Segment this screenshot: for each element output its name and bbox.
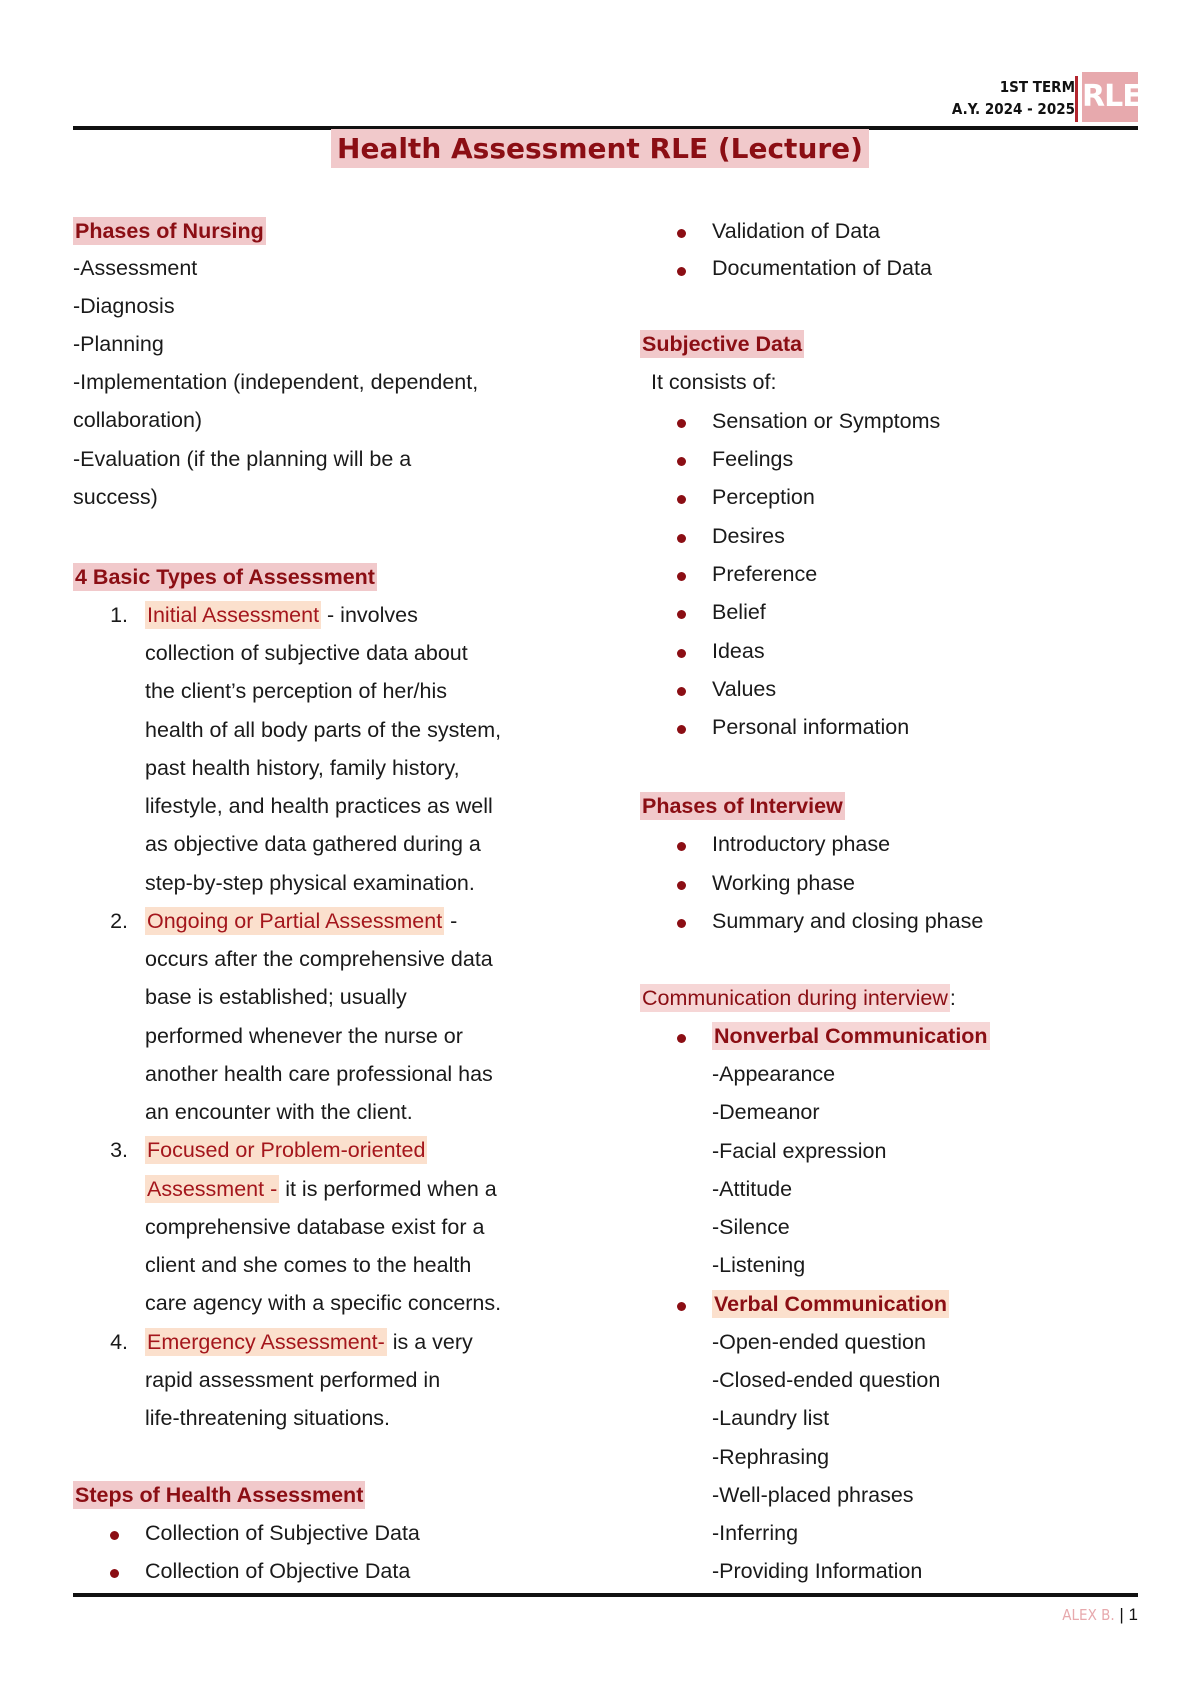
focused-assessment-term-cont: Assessment - <box>147 1177 278 1201</box>
page-title <box>0 132 1200 165</box>
ongoing-assessment-term: Ongoing or Partial Assessment <box>147 909 443 933</box>
verbal-item: -Open-ended question <box>712 1330 926 1354</box>
bullet-icon <box>677 1302 686 1311</box>
nonverbal-item: -Appearance <box>712 1062 836 1086</box>
verbal-item: -Providing Information <box>712 1559 923 1583</box>
bullet-icon <box>677 495 686 504</box>
bullet-icon <box>677 1034 686 1043</box>
subjective-item: Ideas <box>712 639 765 663</box>
page-title-text: Health Assessment RLE (Lecture) <box>331 129 869 168</box>
step-item: Validation of Data <box>712 219 881 243</box>
subjective-item: Belief <box>712 600 766 624</box>
initial-assessment-term: Initial Assessment <box>147 603 320 627</box>
list-item-text: step-by-step physical examination. <box>145 871 475 895</box>
bullet-icon <box>110 1569 119 1578</box>
bullet-icon <box>677 419 686 428</box>
bottom-rule <box>73 1593 1138 1597</box>
bullet-icon <box>677 919 686 928</box>
subjective-data-heading: Subjective Data <box>642 332 803 356</box>
list-item: Ongoing or Partial Assessment - <box>147 909 458 933</box>
subjective-item: Feelings <box>712 447 794 471</box>
list-item-text: care agency with a specific concerns. <box>145 1291 502 1315</box>
list-item: Initial Assessment - involves <box>147 603 418 627</box>
interview-item: Summary and closing phase <box>712 909 984 933</box>
phase-item: -Diagnosis <box>73 294 175 318</box>
verbal-heading: Verbal Communication <box>714 1292 947 1316</box>
bullet-icon <box>677 267 686 276</box>
nonverbal-item: -Demeanor <box>712 1100 820 1124</box>
bullet-icon <box>677 725 686 734</box>
list-item-text: client and she comes to the health <box>145 1253 472 1277</box>
phases-of-nursing-heading: Phases of Nursing <box>75 219 264 243</box>
subjective-item: Values <box>712 677 777 701</box>
list-item-text: comprehensive database exist for a <box>145 1215 485 1239</box>
phase-item: -Assessment <box>73 256 198 280</box>
list-item-text: collection of subjective data about <box>145 641 468 665</box>
nonverbal-item: -Attitude <box>712 1177 793 1201</box>
list-item-text: occurs after the comprehensive data <box>145 947 493 971</box>
nonverbal-item: -Listening <box>712 1253 806 1277</box>
subjective-item: Sensation or Symptoms <box>712 409 941 433</box>
subjective-item: Desires <box>712 524 785 548</box>
list-item-text: as objective data gathered during a <box>145 832 481 856</box>
phase-item: -Planning <box>73 332 164 356</box>
list-item-text: health of all body parts of the system, <box>145 718 502 742</box>
phases-of-interview-heading: Phases of Interview <box>642 794 843 818</box>
subjective-item: Perception <box>712 485 815 509</box>
bullet-icon <box>677 610 686 619</box>
bullet-icon <box>677 572 686 581</box>
list-item-text: life-threatening situations. <box>145 1406 391 1430</box>
term-label <box>952 76 1075 120</box>
bullet-icon <box>677 881 686 890</box>
list-item: Emergency Assessment- is a very <box>147 1330 473 1354</box>
steps-heading: Steps of Health Assessment <box>75 1483 364 1507</box>
emergency-assessment-term: Emergency Assessment- <box>147 1330 385 1354</box>
list-number: 1. <box>110 603 128 627</box>
bullet-icon <box>677 534 686 543</box>
phase-item: collaboration) <box>73 408 203 432</box>
footer-separator: | <box>1119 1605 1124 1624</box>
list-number: 2. <box>110 909 128 933</box>
page-footer <box>1062 1605 1138 1625</box>
verbal-item: -Rephrasing <box>712 1445 830 1469</box>
bullet-icon <box>677 457 686 466</box>
phase-item: -Implementation (independent, dependent, <box>73 370 479 394</box>
bullet-icon <box>677 649 686 658</box>
interview-item: Introductory phase <box>712 832 891 856</box>
list-number: 3. <box>110 1138 128 1162</box>
verbal-item: -Well-placed phrases <box>712 1483 914 1507</box>
list-item-text: lifestyle, and health practices as well <box>145 794 493 818</box>
academic-year: A.Y. 2024 - 2025 <box>951 100 1075 118</box>
focused-assessment-term: Focused or Problem-oriented <box>147 1138 426 1162</box>
bullet-icon <box>677 229 686 238</box>
page-number: 1 <box>1128 1605 1138 1624</box>
bullet-icon <box>110 1531 119 1540</box>
communication-heading: Communication during interview: <box>642 986 956 1010</box>
assessment-types-heading: 4 Basic Types of Assessment <box>75 565 375 589</box>
list-item-text: rapid assessment performed in <box>145 1368 441 1392</box>
interview-item: Working phase <box>712 871 856 895</box>
verbal-item: -Laundry list <box>712 1406 830 1430</box>
step-item: Collection of Objective Data <box>145 1559 411 1583</box>
term-text: 1ST TERM <box>999 78 1075 96</box>
phase-item: -Evaluation (if the planning will be a <box>73 447 412 471</box>
list-number: 4. <box>110 1330 128 1354</box>
nonverbal-item: -Facial expression <box>712 1139 887 1163</box>
header-divider <box>1075 76 1078 122</box>
subjective-item: Personal information <box>712 715 910 739</box>
list-item-text: past health history, family history, <box>145 756 460 780</box>
step-item: Documentation of Data <box>712 256 932 280</box>
step-item: Collection of Subjective Data <box>145 1521 420 1545</box>
verbal-item: -Inferring <box>712 1521 799 1545</box>
author-name: ALEX B. <box>1062 1606 1115 1624</box>
bullet-icon <box>677 842 686 851</box>
list-item-text: base is established; usually <box>145 985 407 1009</box>
nonverbal-heading: Nonverbal Communication <box>714 1024 988 1048</box>
list-item-text: the client’s perception of her/his <box>145 679 447 703</box>
list-item-text: an encounter with the client. <box>145 1100 413 1124</box>
subjective-item: Preference <box>712 562 818 586</box>
nonverbal-item: -Silence <box>712 1215 790 1239</box>
verbal-item: -Closed-ended question <box>712 1368 941 1392</box>
list-item-text: performed whenever the nurse or <box>145 1024 463 1048</box>
bullet-icon <box>677 687 686 696</box>
list-item: Assessment - it is performed when a <box>147 1177 497 1201</box>
list-item-text: another health care professional has <box>145 1062 493 1086</box>
rle-logo: RLE <box>1082 72 1138 122</box>
phase-item: success) <box>73 485 158 509</box>
subjective-intro: It consists of: <box>651 370 777 394</box>
